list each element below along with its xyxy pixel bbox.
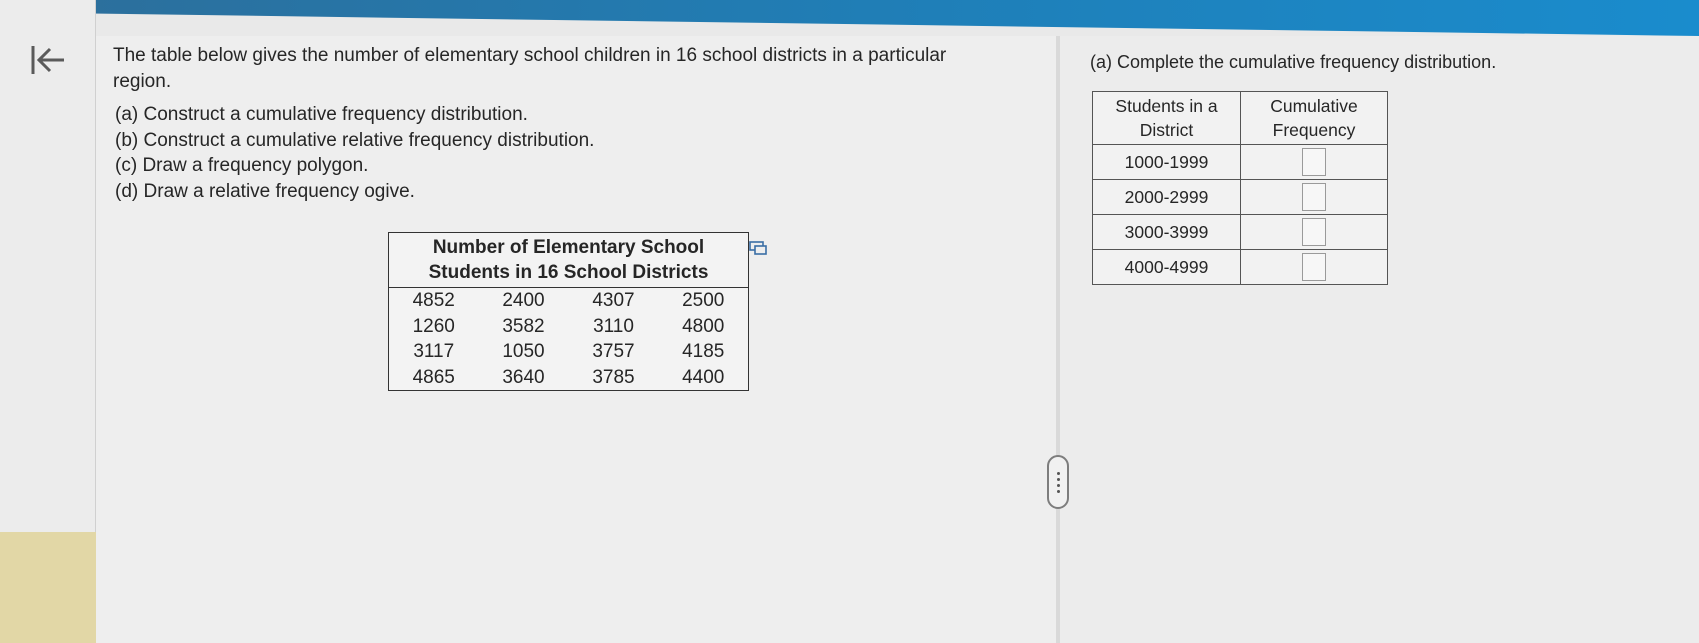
task-item: (c) Draw a frequency polygon. xyxy=(115,155,369,176)
back-to-start-icon xyxy=(28,42,68,78)
task-item: (b) Construct a cumulative relative frequency distribution. xyxy=(115,129,595,151)
part-a-prompt: (a) Complete the cumulative frequency distribution. xyxy=(1090,52,1497,72)
top-header-bar xyxy=(0,0,1699,36)
cumulative-frequency-input[interactable] xyxy=(1302,218,1326,246)
copy-data-icon[interactable] xyxy=(749,241,767,255)
table-row xyxy=(389,288,749,314)
table-cell: 4400 xyxy=(682,366,725,388)
left-navigation-rail xyxy=(0,0,96,643)
table-row xyxy=(1093,180,1388,215)
answer-cell xyxy=(1241,250,1388,285)
drag-handle-icon[interactable] xyxy=(1047,455,1069,509)
table-row xyxy=(1093,250,1388,285)
cumulative-frequency-input[interactable] xyxy=(1302,253,1326,281)
table-cell: 4800 xyxy=(682,315,725,337)
table-cell: 2400 xyxy=(502,290,545,311)
table-row xyxy=(1093,145,1388,180)
back-button[interactable] xyxy=(26,40,70,80)
table-cell: 1260 xyxy=(412,315,455,337)
task-item: (a) Construct a cumulative frequency distribution. xyxy=(115,104,528,125)
table-cell: 3582 xyxy=(502,315,545,337)
table-cell: 2500 xyxy=(682,290,725,311)
answer-cell xyxy=(1241,180,1388,215)
question-intro: The table below gives the number of elementary school children in 16 school districts in a particular region. xyxy=(113,45,947,92)
class-label: 2000-2999 xyxy=(1093,180,1241,215)
table-cell: 4185 xyxy=(682,341,725,362)
table-cell: 4852 xyxy=(412,290,455,311)
task-list xyxy=(115,102,594,204)
cumulative-frequency-table xyxy=(1092,91,1388,285)
table-row xyxy=(389,339,749,365)
task-item: (d) Draw a relative frequency ogive. xyxy=(115,180,415,202)
cumulative-frequency-input[interactable] xyxy=(1302,183,1326,211)
table-cell: 3110 xyxy=(593,315,634,337)
table-title: Number of Elementary School Students in 16 School Districts xyxy=(389,233,749,288)
table-cell: 1050 xyxy=(502,341,545,362)
answer-cell xyxy=(1241,215,1388,250)
table-row xyxy=(389,365,749,391)
table-cell: 3117 xyxy=(413,341,455,362)
class-label: 4000-4999 xyxy=(1093,250,1241,285)
class-label: 3000-3999 xyxy=(1093,215,1241,250)
table-row xyxy=(389,314,749,340)
data-table-container xyxy=(388,232,749,391)
school-data-table xyxy=(388,232,749,391)
cumulative-table-container xyxy=(1092,91,1388,285)
table-row xyxy=(1093,215,1388,250)
answer-cell xyxy=(1241,145,1388,180)
panel-divider[interactable] xyxy=(1056,36,1060,643)
header-students-in-district: Students in a District xyxy=(1093,92,1241,145)
table-cell: 3785 xyxy=(592,366,635,388)
header-cumulative-frequency: Cumulative Frequency xyxy=(1241,92,1388,145)
table-cell: 3640 xyxy=(502,366,545,388)
rail-highlight-block xyxy=(0,532,96,643)
table-cell: 4307 xyxy=(592,290,635,311)
table-cell: 4865 xyxy=(412,366,455,388)
class-label: 1000-1999 xyxy=(1093,145,1241,180)
cumulative-frequency-input[interactable] xyxy=(1302,148,1326,176)
table-cell: 3757 xyxy=(592,341,635,362)
